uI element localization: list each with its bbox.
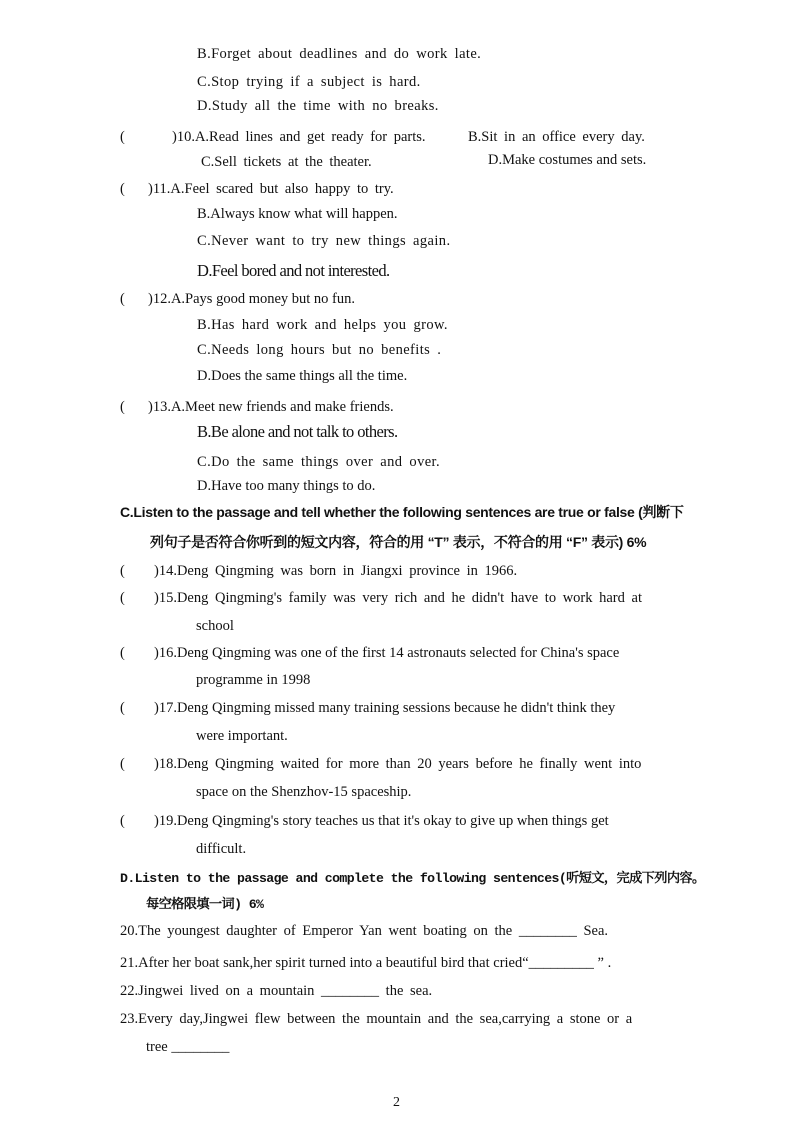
q10-answer-paren: (	[120, 129, 125, 145]
part-c-heading-line2: 列句子是否符合你听到的短文内容，符合的用 “T” 表示，不符合的用 “F” 表示) 6%	[150, 534, 647, 550]
q16-statement-cont: programme in 1998	[196, 672, 311, 688]
q17-statement-cont: were important.	[196, 728, 288, 744]
page-number: 2	[393, 1095, 400, 1110]
q15-statement: )15.Deng Qingming's family was very rich and he didn't have to work hard at	[154, 590, 642, 606]
q13-answer-paren: (	[120, 399, 125, 415]
q9-option-d: D.Study all the time with no breaks.	[197, 98, 439, 114]
part-d-heading-line1: D.Listen to the passage and complete the following sentences(听短文，完成下列内容。	[120, 871, 705, 886]
q18-statement: )18.Deng Qingming waited for more than 20 years before he finally went into	[154, 756, 642, 772]
sentence-23-cont: tree ________	[146, 1039, 230, 1055]
q15-answer-paren: (	[120, 590, 125, 606]
sentence-20: 20.The youngest daughter of Emperor Yan went boating on the ________ Sea.	[120, 923, 609, 939]
q9-option-b: B.Forget about deadlines and do work late.	[197, 46, 482, 62]
q13-option-c: C.Do the same things over and over.	[197, 454, 441, 470]
sentence-21: 21.After her boat sank,her spirit turned into a beautiful bird that cried“_________ ” .	[120, 955, 612, 971]
q17-answer-paren: (	[120, 700, 125, 716]
q11-option-b: B.Always know what will happen.	[197, 206, 398, 222]
q16-answer-paren: (	[120, 645, 125, 661]
q11-option-c: C.Never want to try new things again.	[197, 233, 451, 249]
q11-option-a: )11.A.Feel scared but also happy to try.	[148, 181, 394, 197]
q16-statement: )16.Deng Qingming was one of the first 14 astronauts selected for China's space	[154, 645, 620, 661]
q15-statement-cont: school	[196, 618, 234, 634]
q9-option-c: C.Stop trying if a subject is hard.	[197, 74, 421, 90]
q12-option-d: D.Does the same things all the time.	[197, 368, 408, 384]
q10-option-b: B.Sit in an office every day.	[468, 129, 645, 145]
q14-statement: )14.Deng Qingming was born in Jiangxi province in 1966.	[154, 563, 518, 579]
q11-answer-paren: (	[120, 181, 125, 197]
part-c-heading-line1: C.Listen to the passage and tell whether the following sentences are true or false (判断下	[120, 504, 684, 520]
q13-option-a: )13.A.Meet new friends and make friends.	[148, 399, 394, 415]
q10-option-d: D.Make costumes and sets.	[488, 152, 647, 168]
q13-option-d: D.Have too many things to do.	[197, 478, 376, 494]
q14-answer-paren: (	[120, 563, 125, 579]
sentence-23: 23.Every day,Jingwei flew between the mountain and the sea,carrying a stone or a	[120, 1011, 633, 1027]
q19-statement: )19.Deng Qingming's story teaches us that it's okay to give up when things get	[154, 813, 609, 829]
q18-answer-paren: (	[120, 756, 125, 772]
q19-answer-paren: (	[120, 813, 125, 829]
q10-option-c: C.Sell tickets at the theater.	[201, 154, 372, 170]
q18-statement-cont: space on the Shenzhov-15 spaceship.	[196, 784, 412, 800]
q12-option-b: B.Has hard work and helps you grow.	[197, 317, 448, 333]
sentence-22: 22.Jingwei lived on a mountain ________ the sea.	[120, 983, 433, 999]
q17-statement: )17.Deng Qingming missed many training sessions because he didn't think they	[154, 700, 616, 716]
q12-answer-paren: (	[120, 291, 125, 307]
q19-statement-cont: difficult.	[196, 841, 247, 857]
q12-option-c: C.Needs long hours but no benefits .	[197, 342, 442, 358]
q11-option-d: D.Feel bored and not interested.	[197, 261, 390, 280]
q12-option-a: )12.A.Pays good money but no fun.	[148, 291, 356, 307]
part-d-heading-line2: 每空格限填一词) 6%	[146, 897, 264, 912]
q10-option-a: )10.A.Read lines and get ready for parts.	[172, 129, 426, 145]
q13-option-b: B.Be alone and not talk to others.	[197, 422, 398, 441]
